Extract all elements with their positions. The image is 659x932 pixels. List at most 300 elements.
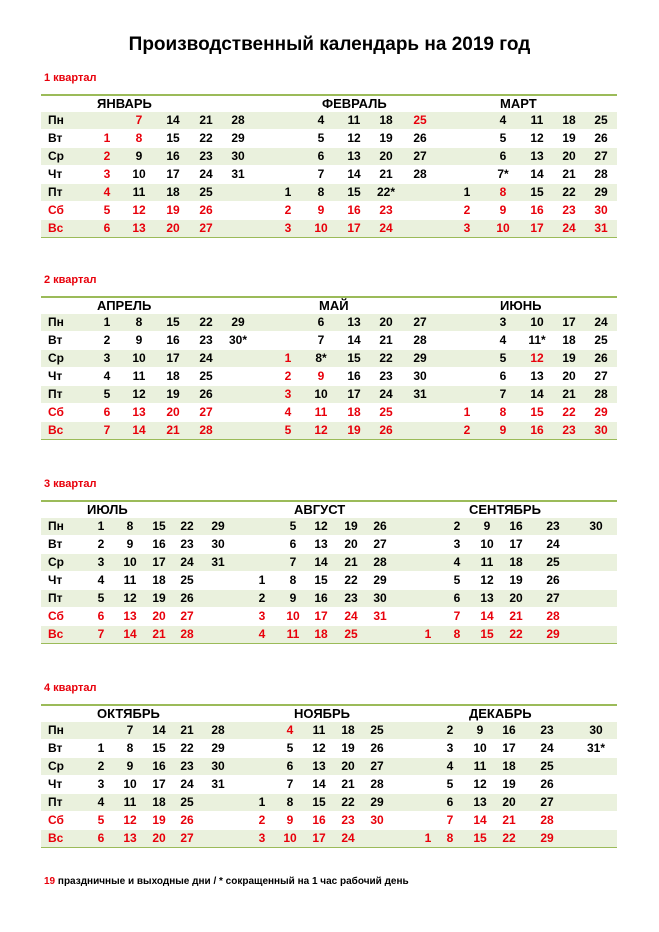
day-cell: 14	[530, 387, 544, 401]
day-cell: 23	[341, 813, 355, 827]
day-cell: 14	[166, 113, 180, 127]
day-cell: 6	[286, 759, 294, 773]
day-cell: 25	[546, 555, 560, 569]
day-cell: 24	[199, 167, 213, 181]
day-cell: 7*	[497, 167, 509, 181]
day-cell: 18	[314, 627, 328, 641]
day-cell: 22	[180, 741, 194, 755]
day-cell: 25	[344, 627, 358, 641]
day-cell: 30	[594, 423, 608, 437]
day-cell: 19	[562, 351, 576, 365]
day-cell: 12	[123, 591, 137, 605]
weekday-row	[41, 404, 617, 421]
day-cell: 30	[231, 149, 245, 163]
day-cell: 19	[152, 813, 166, 827]
day-cell: 23	[379, 369, 393, 383]
day-cell: 12	[314, 519, 328, 533]
day-cell: 9	[126, 759, 134, 773]
day-cell: 3	[103, 167, 111, 181]
day-cell: 26	[594, 351, 608, 365]
day-cell: 30*	[228, 333, 248, 347]
weekday-label: Чт	[48, 369, 63, 383]
day-cell: 29	[594, 185, 608, 199]
day-cell: 24	[562, 221, 576, 235]
day-cell: 13	[347, 149, 361, 163]
day-cell: 28	[594, 387, 608, 401]
day-cell: 21	[152, 627, 166, 641]
day-cell: 15	[473, 831, 487, 845]
day-cell: 7	[317, 333, 325, 347]
day-cell: 16	[502, 723, 516, 737]
day-cell: 10	[132, 167, 146, 181]
day-cell: 23	[379, 203, 393, 217]
day-cell: 15	[530, 185, 544, 199]
day-cell: 29	[211, 519, 225, 533]
day-cell: 20	[166, 405, 180, 419]
day-cell: 27	[540, 795, 554, 809]
weekday-label: Сб	[48, 813, 64, 827]
day-cell: 27	[199, 221, 213, 235]
day-cell: 14	[152, 723, 166, 737]
day-cell: 22	[344, 573, 358, 587]
weekday-row	[41, 422, 617, 440]
day-cell: 5	[97, 591, 105, 605]
day-cell: 2	[463, 423, 471, 437]
weekday-row	[41, 812, 617, 829]
day-cell: 5	[446, 777, 454, 791]
month-name: НОЯБРЬ	[294, 706, 351, 721]
weekday-label: Пн	[48, 723, 64, 737]
day-cell: 30	[594, 203, 608, 217]
day-cell: 11	[530, 113, 544, 127]
day-cell: 22	[509, 627, 523, 641]
day-cell: 2	[97, 759, 105, 773]
day-cell: 18	[166, 369, 180, 383]
day-cell: 6	[499, 149, 507, 163]
day-cell: 12	[480, 573, 494, 587]
day-cell: 5	[499, 131, 507, 145]
weekday-label: Вс	[48, 831, 64, 845]
day-cell: 29	[594, 405, 608, 419]
day-cell: 29	[370, 795, 384, 809]
day-cell: 30	[370, 813, 384, 827]
weekday-label: Пт	[48, 387, 63, 401]
month-name: АВГУСТ	[294, 502, 346, 517]
day-cell: 26	[540, 777, 554, 791]
day-cell: 2	[453, 519, 461, 533]
weekday-label: Чт	[48, 167, 63, 181]
day-cell: 15	[166, 131, 180, 145]
day-cell: 23	[199, 333, 213, 347]
day-cell: 28	[231, 113, 245, 127]
day-cell: 12	[132, 387, 146, 401]
day-cell: 18	[562, 333, 576, 347]
day-cell: 18	[347, 405, 361, 419]
day-cell: 20	[152, 831, 166, 845]
day-cell: 3	[97, 555, 105, 569]
day-cell: 13	[530, 149, 544, 163]
day-cell: 30	[589, 519, 603, 533]
day-cell: 30	[589, 723, 603, 737]
day-cell: 17	[562, 315, 576, 329]
day-cell: 10	[480, 537, 494, 551]
day-cell: 26	[180, 591, 194, 605]
day-cell: 20	[562, 369, 576, 383]
day-cell: 7	[453, 609, 461, 623]
day-cell: 19	[502, 777, 516, 791]
day-cell: 25	[199, 185, 213, 199]
day-cell: 1	[284, 185, 292, 199]
day-cell: 19	[152, 591, 166, 605]
day-cell: 10	[283, 831, 297, 845]
day-cell: 2	[446, 723, 454, 737]
day-cell: 9	[289, 591, 297, 605]
day-cell: 19	[166, 203, 180, 217]
day-cell: 25	[379, 405, 393, 419]
weekday-label: Ср	[48, 555, 64, 569]
weekday-row	[41, 794, 617, 811]
day-cell: 9	[126, 537, 134, 551]
weekday-row	[41, 758, 617, 775]
day-cell: 14	[530, 167, 544, 181]
day-cell: 15	[312, 795, 326, 809]
day-cell: 1	[97, 519, 105, 533]
day-cell: 27	[373, 537, 387, 551]
weekday-row	[41, 386, 617, 403]
day-cell: 17	[347, 221, 361, 235]
day-cell: 4	[103, 369, 111, 383]
day-cell: 15	[152, 741, 166, 755]
day-cell: 25	[594, 113, 608, 127]
day-cell: 2	[258, 591, 266, 605]
day-cell: 25	[180, 573, 194, 587]
weekday-row	[41, 776, 617, 793]
day-cell: 3	[499, 315, 507, 329]
day-cell: 14	[314, 555, 328, 569]
day-cell: 16	[314, 591, 328, 605]
weekday-row	[41, 590, 617, 607]
day-cell: 3	[258, 609, 266, 623]
day-cell: 17	[152, 555, 166, 569]
day-cell: 27	[413, 315, 427, 329]
weekday-label: Пт	[48, 185, 63, 199]
day-cell: 14	[347, 167, 361, 181]
day-cell: 16	[152, 759, 166, 773]
day-cell: 29	[546, 627, 560, 641]
day-cell: 21	[180, 723, 194, 737]
month-name: ФЕВРАЛЬ	[322, 96, 387, 111]
day-cell: 10	[314, 387, 328, 401]
day-cell: 6	[317, 149, 325, 163]
day-cell: 22	[199, 131, 213, 145]
day-cell: 26	[180, 813, 194, 827]
day-cell: 8	[135, 131, 143, 145]
day-cell: 4	[499, 113, 507, 127]
day-cell: 25	[180, 795, 194, 809]
weekday-label: Пт	[48, 591, 63, 605]
day-cell: 12	[473, 777, 487, 791]
weekday-label: Пт	[48, 795, 63, 809]
day-cell: 1	[284, 351, 292, 365]
day-cell: 31	[211, 555, 225, 569]
weekday-label: Пн	[48, 315, 64, 329]
day-cell: 1	[424, 627, 432, 641]
day-cell: 24	[540, 741, 554, 755]
day-cell: 3	[97, 777, 105, 791]
day-cell: 6	[103, 405, 111, 419]
day-cell: 21	[379, 333, 393, 347]
day-cell: 16	[152, 537, 166, 551]
day-cell: 9	[135, 149, 143, 163]
weekday-label: Ср	[48, 351, 64, 365]
day-cell: 18	[166, 185, 180, 199]
day-cell: 24	[180, 777, 194, 791]
weekday-label: Сб	[48, 609, 64, 623]
day-cell: 1	[258, 795, 266, 809]
day-cell: 17	[152, 777, 166, 791]
weekday-label: Пн	[48, 113, 64, 127]
day-cell: 5	[289, 519, 297, 533]
day-cell: 30	[413, 369, 427, 383]
day-cell: 21	[562, 167, 576, 181]
day-cell: 9	[499, 423, 507, 437]
day-cell: 24	[344, 609, 358, 623]
weekday-row	[41, 148, 617, 165]
weekday-label: Ср	[48, 759, 64, 773]
day-cell: 14	[312, 777, 326, 791]
day-cell: 27	[413, 149, 427, 163]
day-cell: 1	[463, 405, 471, 419]
day-cell: 27	[370, 759, 384, 773]
legend-text: праздничные и выходные дни / * сокращенный на 1 час рабочий день	[55, 876, 409, 887]
day-cell: 28	[199, 423, 213, 437]
day-cell: 14	[132, 423, 146, 437]
day-cell: 17	[347, 387, 361, 401]
day-cell: 26	[594, 131, 608, 145]
weekday-label: Ср	[48, 149, 64, 163]
weekday-row	[41, 518, 617, 535]
day-cell: 10	[314, 221, 328, 235]
weekday-label: Сб	[48, 203, 64, 217]
weekday-row	[41, 554, 617, 571]
day-cell: 21	[166, 423, 180, 437]
weekday-row	[41, 166, 617, 183]
day-cell: 11	[473, 759, 487, 773]
day-cell: 17	[502, 741, 516, 755]
day-cell: 4	[499, 333, 507, 347]
day-cell: 9	[286, 813, 294, 827]
day-cell: 28	[370, 777, 384, 791]
day-cell: 6	[103, 221, 111, 235]
weekday-row	[41, 626, 617, 644]
day-cell: 20	[341, 759, 355, 773]
day-cell: 4	[97, 795, 105, 809]
day-cell: 15	[347, 351, 361, 365]
day-cell: 28	[373, 555, 387, 569]
day-cell: 2	[463, 203, 471, 217]
day-cell: 23	[540, 723, 554, 737]
month-name: АПРЕЛЬ	[97, 298, 152, 313]
day-cell: 6	[499, 369, 507, 383]
day-cell: 18	[562, 113, 576, 127]
day-cell: 27	[180, 609, 194, 623]
day-cell: 18	[341, 723, 355, 737]
day-cell: 25	[413, 113, 427, 127]
day-cell: 16	[312, 813, 326, 827]
day-cell: 27	[199, 405, 213, 419]
day-cell: 5	[317, 131, 325, 145]
day-cell: 15	[166, 315, 180, 329]
day-cell: 9	[135, 333, 143, 347]
day-cell: 24	[546, 537, 560, 551]
day-cell: 7	[286, 777, 294, 791]
day-cell: 22	[180, 519, 194, 533]
day-cell: 3	[453, 537, 461, 551]
day-cell: 1	[258, 573, 266, 587]
weekday-label: Чт	[48, 777, 63, 791]
day-cell: 23	[562, 203, 576, 217]
day-cell: 3	[463, 221, 471, 235]
day-cell: 19	[562, 131, 576, 145]
day-cell: 27	[180, 831, 194, 845]
day-cell: 15	[347, 185, 361, 199]
day-cell: 10	[530, 315, 544, 329]
day-cell: 3	[284, 221, 292, 235]
day-cell: 17	[312, 831, 326, 845]
day-cell: 9	[483, 519, 491, 533]
day-cell: 17	[166, 351, 180, 365]
day-cell: 20	[379, 149, 393, 163]
day-cell: 31	[231, 167, 245, 181]
day-cell: 8	[126, 741, 134, 755]
day-cell: 10	[123, 555, 137, 569]
day-cell: 23	[180, 537, 194, 551]
day-cell: 29	[413, 351, 427, 365]
day-cell: 24	[594, 315, 608, 329]
weekday-label: Вт	[48, 537, 63, 551]
day-cell: 6	[97, 831, 105, 845]
day-cell: 15	[314, 573, 328, 587]
day-cell: 28	[594, 167, 608, 181]
weekday-row	[41, 368, 617, 385]
day-cell: 8	[135, 315, 143, 329]
day-cell: 15	[480, 627, 494, 641]
day-cell: 4	[286, 723, 294, 737]
day-cell: 8	[499, 405, 507, 419]
day-cell: 31	[594, 221, 608, 235]
day-cell: 22	[562, 185, 576, 199]
day-cell: 8	[286, 795, 294, 809]
day-cell: 27	[594, 149, 608, 163]
day-cell: 7	[317, 167, 325, 181]
day-cell: 26	[546, 573, 560, 587]
day-cell: 29	[373, 573, 387, 587]
day-cell: 17	[314, 609, 328, 623]
day-cell: 11	[314, 405, 328, 419]
day-cell: 10	[132, 351, 146, 365]
day-cell: 22	[502, 831, 516, 845]
day-cell: 1	[103, 315, 111, 329]
weekday-label: Чт	[48, 573, 63, 587]
weekday-row	[41, 314, 617, 331]
month-name: МАРТ	[500, 96, 537, 111]
day-cell: 26	[373, 519, 387, 533]
day-cell: 24	[180, 555, 194, 569]
day-cell: 16	[530, 423, 544, 437]
day-cell: 8	[317, 185, 325, 199]
day-cell: 22*	[376, 185, 396, 199]
day-cell: 30	[211, 759, 225, 773]
day-cell: 11	[123, 573, 137, 587]
day-cell: 14	[123, 627, 137, 641]
day-cell: 5	[453, 573, 461, 587]
weekday-label: Вт	[48, 333, 63, 347]
day-cell: 13	[312, 759, 326, 773]
day-cell: 21	[341, 777, 355, 791]
day-cell: 18	[379, 113, 393, 127]
day-cell: 2	[103, 149, 111, 163]
day-cell: 20	[166, 221, 180, 235]
day-cell: 8	[289, 573, 297, 587]
day-cell: 8	[446, 831, 454, 845]
day-cell: 20	[509, 591, 523, 605]
day-cell: 12	[314, 423, 328, 437]
day-cell: 21	[344, 555, 358, 569]
day-cell: 9	[317, 369, 325, 383]
day-cell: 31*	[586, 741, 606, 755]
weekday-row	[41, 112, 617, 129]
day-cell: 28	[180, 627, 194, 641]
day-cell: 22	[341, 795, 355, 809]
day-cell: 16	[347, 203, 361, 217]
weekday-label: Вт	[48, 741, 63, 755]
day-cell: 7	[289, 555, 297, 569]
day-cell: 28	[211, 723, 225, 737]
day-cell: 24	[341, 831, 355, 845]
day-cell: 19	[347, 423, 361, 437]
day-cell: 23	[180, 759, 194, 773]
day-cell: 7	[126, 723, 134, 737]
day-cell: 13	[530, 369, 544, 383]
day-cell: 11	[347, 113, 361, 127]
day-cell: 13	[123, 831, 137, 845]
day-cell: 24	[199, 351, 213, 365]
day-cell: 26	[370, 741, 384, 755]
day-cell: 23	[344, 591, 358, 605]
day-cell: 8	[126, 519, 134, 533]
day-cell: 29	[540, 831, 554, 845]
weekday-label: Вс	[48, 627, 64, 641]
day-cell: 13	[314, 537, 328, 551]
day-cell: 29	[231, 315, 245, 329]
day-cell: 23	[562, 423, 576, 437]
day-cell: 31	[211, 777, 225, 791]
month-name: МАЙ	[319, 298, 349, 313]
day-cell: 19	[166, 387, 180, 401]
month-name: ДЕКАБРЬ	[469, 706, 532, 721]
day-cell: 16	[530, 203, 544, 217]
month-name: СЕНТЯБРЬ	[469, 502, 541, 517]
day-cell: 21	[562, 387, 576, 401]
weekday-label: Пн	[48, 519, 64, 533]
day-cell: 18	[509, 555, 523, 569]
day-cell: 4	[446, 759, 454, 773]
day-cell: 11	[132, 369, 146, 383]
day-cell: 17	[509, 537, 523, 551]
day-cell: 16	[166, 149, 180, 163]
day-cell: 19	[341, 741, 355, 755]
day-cell: 19	[379, 131, 393, 145]
